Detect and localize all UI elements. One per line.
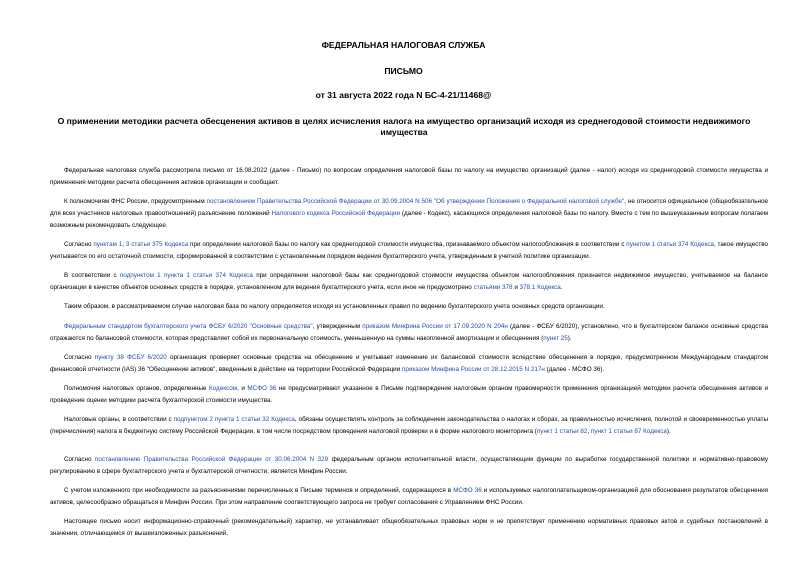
text: федеральным органом исполнительной власти, осуществляющим функции по выработке государственной политики и нормативно-правовому регулированию в сфере бухгалтерского учета и бухгалтерской отчетности, является Минфин России. — [50, 456, 769, 476]
link-p1-st82[interactable]: пункт 1 статьи 82 — [536, 428, 588, 436]
text: при определении налоговой базы как среднегодовой стоимости имущества объектом налогообложения признается недвижимое имущество, учитываемое на балансе организации в качестве объектов основных средств в порядке, установленном для ведения бухгалтерского учета, если иное не предусмотрено — [50, 272, 769, 292]
text: и используемых налогоплательщиком-организацией для обоснования результатов обесценения активов, целесообразно обращаться в Минфин России. При этом направление соответствующего запроса не требует согласования с Управлением ФНС России. — [50, 487, 769, 507]
text: Налоговые органы, в соответствии с — [64, 416, 172, 423]
link-st-378-1[interactable]: 378.1 Кодекса — [519, 284, 561, 292]
paragraph-6 — [50, 321, 768, 345]
link-punkt-25[interactable]: пункт 25 — [543, 335, 568, 343]
paragraph-1 — [50, 165, 768, 189]
link-postanovlenie-329[interactable]: постановлению Правительства Российской Федерации от 30.06.2004 N 329 — [94, 456, 329, 463]
text: и — [514, 284, 518, 292]
text: С учетом изложенного при необходимости за разъяснениями перечисленных в Письме терминов и определений, содержащихся в — [64, 487, 452, 494]
paragraph-5 — [50, 301, 768, 313]
text: . — [560, 284, 563, 292]
text: (далее - ФСБУ 6/2020), установлено, что в бухгалтерском балансе основные средства отражаются по балансовой стоимости, которая представляет собой их первоначальную стоимость, уменьшенную на суммы накопленной амортизации и обесценения ( — [50, 323, 769, 343]
text: организация проверяет основные средства на обесценение и учитывает изменение их балансовой стоимости вследствие обесценения в порядке, предусмотренном Международным стандартом финансовой отчетности (IAS) 36 "Обесценение активов", введенным в действие на территории Российской Федерации — [50, 354, 769, 374]
text: , не относится официальное (общеобязательное для всех участников налоговых правоотношений) разъяснение положений — [50, 198, 769, 218]
link-prikaz-217n[interactable]: приказом Минфина России от 28.12.2015 N 217н — [401, 366, 545, 374]
link-punkt-38-fsbu[interactable]: пункту 38 ФСБУ 6/2020 — [94, 354, 167, 361]
link-st-375[interactable]: 3 статьи 375 Кодекса — [125, 241, 189, 248]
link-kodeks[interactable]: Кодексом — [209, 385, 238, 392]
text: ). — [666, 428, 671, 436]
link-fsbu-6-2020[interactable]: Федеральным стандартом бухгалтерского учета ФСБУ 6/2020 "Основные средства" — [64, 323, 313, 330]
text: , — [587, 428, 590, 436]
text: не предусматривают указанное в Письме подтверждение налоговым органом правомерности применения организацией методики расчета обесценения активов и проведение оценки методики расчета бухгалтерской стоимости имущества. — [50, 385, 769, 405]
text: , утвержденным — [312, 323, 361, 330]
text: Федеральная налоговая служба рассмотрела письмо от 16.08.2022 (далее - Письмо) по вопросам определения налоговой базы по налогу на имущество организаций (далее - налог) исходя из среднегодовой стоимости имущества и применения методики расчета обесценения активов организации и сообщает. — [50, 167, 768, 187]
paragraph-2 — [50, 196, 768, 233]
link-punktam-1[interactable]: пунктам 1 — [93, 241, 123, 248]
text: В соответствии с — [64, 272, 117, 279]
paragraph-9 — [50, 414, 768, 438]
text: К полномочиям ФНС России, предусмотренным — [64, 198, 205, 205]
text: , такое имущество учитывается по его остаточной стоимости, сформированной в соответствии с установленным порядком ведения бухгалтерского учета, утвержденным в учетной политике организации. — [50, 241, 769, 261]
document-date-number: от 31 августа 2022 года N БС-4-21/11468@ — [315, 90, 492, 100]
link-pp2-p1-st32[interactable]: подпунктом 2 пункта 1 статьи 32 Кодекса — [173, 416, 295, 423]
paragraph-4 — [50, 270, 768, 294]
link-msfo-36-2[interactable]: МСФО 36 — [453, 487, 482, 494]
link-postanovlenie-506[interactable]: постановлением Правительства Российской Федерации от 30.09.2004 N 506 "Об утверждении Положения о Федеральной налоговой службе" — [206, 198, 625, 205]
link-st-378[interactable]: статьями 378 — [473, 284, 513, 292]
text: Согласно — [64, 456, 92, 463]
link-st-374-p1[interactable]: пунктом 1 статьи 374 Кодекса — [626, 241, 714, 248]
document-type: ПИСЬМО — [384, 66, 423, 76]
text: при определении налоговой базы по налогу как среднегодовой стоимости имущества, признаваемого объектом налогообложения в соответствии с — [190, 241, 625, 248]
document-title: О применении методики расчета обесценения активов в целях исчисления налога на имущество организаций исходя из среднегодовой стоимости недвижимого имущества — [57, 116, 751, 137]
text: , и — [237, 385, 245, 392]
text: Полномочия налоговых органов, определенные — [64, 385, 207, 392]
text: ). — [567, 335, 572, 343]
text: , обязаны осуществлять контроль за соблюдением законодательства о налогах и сборах, за правильностью исчисления, полнотой и своевременностью уплаты (перечисления) налога в бюджетную систему Российской Федерации, в том числе посредством проведения налоговой проверки и в форме налогового мониторинга ( — [50, 416, 769, 436]
text: Согласно — [64, 241, 92, 248]
paragraph-3: Согласно пунктам 1, 3 статьи 375 Кодекса при определении налоговой базы по налогу как среднегодовой стоимости имущества, признаваемого объектом налогообложения в соответствии с пунктом 1 статьи 374 Кодекса, такое имущество учитывается по его остаточной стоимости, сформированной в соответствии с установленным порядком ведения бухгалтерского учета, утвержденным в учетной политике организации. — [50, 241, 769, 261]
text: Согласно — [64, 354, 92, 361]
paragraph-8 — [50, 383, 768, 407]
text: (далее - Кодекс), касающихся определения налоговой базы по налогу. Вместе с тем по вышеуказанным вопросам полагаем возможным рекомендовать следующее. — [50, 210, 768, 230]
paragraph-7 — [50, 352, 768, 376]
link-pp1-p1-st374[interactable]: подпунктом 1 пункта 1 статьи 374 Кодекса — [119, 272, 253, 279]
link-msfo-36[interactable]: МСФО 36 — [247, 385, 277, 392]
paragraph-11 — [50, 485, 768, 509]
text: Таким образом, в рассматриваемом случае налоговая база по налогу определяется исходя из установленных правил по ведению бухгалтерского учета основных средств организации. — [64, 303, 605, 310]
paragraph-10 — [50, 454, 768, 478]
text: (далее - МСФО 36). — [546, 366, 605, 374]
agency-name: ФЕДЕРАЛЬНАЯ НАЛОГОВАЯ СЛУЖБА — [321, 40, 486, 50]
text: Настоящее письмо носит информационно-справочный (рекомендательный) характер, не устанавливает общеобязательных правовых норм и не препятствует применению нормативных правовых актов и судебных постановлений в значении, отличающемся от вышеизложенных разъяснений. — [50, 518, 768, 538]
paragraph-12 — [50, 516, 768, 540]
link-p1-st87[interactable]: пункт 1 статьи 87 Кодекса — [590, 428, 667, 436]
link-nalogovy-kodeks[interactable]: Налогового кодекса Российской Федерации — [271, 210, 401, 218]
link-prikaz-204n[interactable]: приказом Минфина России от 17.09.2020 N 204н — [362, 323, 508, 330]
